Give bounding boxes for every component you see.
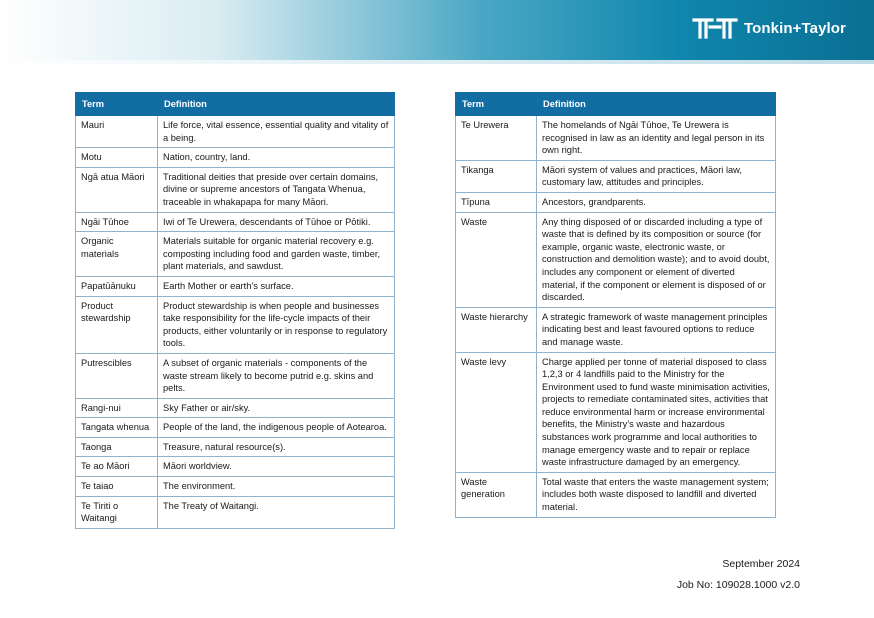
definition-cell: Sky Father or air/sky. (158, 398, 395, 418)
definition-cell: Iwi of Te Urewera, descendants of Tūhoe or Pōtiki. (158, 212, 395, 232)
table-row (76, 477, 395, 497)
table-row (456, 192, 776, 212)
brand-name: Tonkin+Taylor (743, 19, 846, 37)
term-cell: Taonga (76, 437, 158, 457)
term-cell: Ngā atua Māori (76, 167, 158, 212)
term-cell: Waste generation (456, 472, 537, 517)
glossary-table-left (75, 92, 395, 529)
table-row (456, 352, 776, 472)
definition-cell: Māori system of values and practices, Māori law, customary law, attitudes and principles. (537, 160, 776, 192)
term-cell: Ngāi Tūhoe (76, 212, 158, 232)
table-row (76, 296, 395, 353)
table-row (76, 167, 395, 212)
definition-cell: The Treaty of Waitangi. (158, 496, 395, 528)
definition-cell: Māori worldview. (158, 457, 395, 477)
definition-cell: Materials suitable for organic material recovery e.g. composting including food and garden waste, timber, plant materials, and sawdust. (158, 232, 395, 277)
definition-cell: People of the land, the indigenous people of Aotearoa. (158, 418, 395, 438)
footer-job-number: Job No: 109028.1000 v2.0 (676, 579, 800, 591)
term-cell: Tikanga (456, 160, 537, 192)
column-header-term: Term (456, 93, 537, 116)
definition-cell: Ancestors, grandparents. (537, 192, 776, 212)
table-row (456, 160, 776, 192)
term-cell: Tīpuna (456, 192, 537, 212)
definition-cell: Product stewardship is when people and businesses take responsibility for the life-cycle impacts of their products, either voluntarily or in response to regulatory tools. (158, 296, 395, 353)
glossary-body-right (456, 116, 776, 518)
company-logo (692, 15, 846, 41)
definition-cell: Treasure, natural resource(s). (158, 437, 395, 457)
definition-cell: The environment. (158, 477, 395, 497)
header-rule (0, 60, 874, 64)
table-row (76, 418, 395, 438)
term-cell: Waste (456, 212, 537, 307)
definition-cell: Charge applied per tonne of material disposed to class 1,2,3 or 4 landfills paid to the Ministry for the Environment used to fund waste minimisation activities, projects to remediate contaminated sites, activities that reduce environmental harm or increase environmental benefits, the Ministry’s waste and hazardous substances work programme and local authorities to manage emergency waste and to repair or replace waste infrastructure damaged by an emergency. (537, 352, 776, 472)
term-cell: Te Urewera (456, 116, 537, 161)
term-cell: Motu (76, 148, 158, 168)
term-cell: Tangata whenua (76, 418, 158, 438)
table-row (76, 398, 395, 418)
definition-cell: Traditional deities that preside over certain domains, divine or supreme ancestors of Tangata Whenua, traceable in whakapapa for many Māori. (158, 167, 395, 212)
table-header-row (76, 93, 395, 116)
glossary-body-left (76, 116, 395, 529)
definition-cell: Life force, vital essence, essential quality and vitality of a being. (158, 116, 395, 148)
tt-logo-icon (692, 17, 738, 39)
table-row (456, 307, 776, 352)
definition-cell: Total waste that enters the waste management system; includes both waste disposed to landfill and diverted material. (537, 472, 776, 517)
definition-cell: Earth Mother or earth’s surface. (158, 276, 395, 296)
column-header-term: Term (76, 93, 158, 116)
table-row (76, 276, 395, 296)
definition-cell: Any thing disposed of or discarded including a type of waste that is defined by its composition or source (for example, organic waste, electronic waste, or construction and demolition waste); and to avoid doubt, includes any component or element of diverted material, if the component or element is disposed of or discarded. (537, 212, 776, 307)
term-cell: Mauri (76, 116, 158, 148)
glossary-table-right (455, 92, 776, 518)
definition-cell: A strategic framework of waste management principles indicating best and least favoured options to reduce and manage waste. (537, 307, 776, 352)
definition-cell: A subset of organic materials - components of the waste stream likely to become putrid e.g. skins and pelts. (158, 353, 395, 398)
table-row (456, 116, 776, 161)
term-cell: Waste hierarchy (456, 307, 537, 352)
table-row (76, 457, 395, 477)
table-row (76, 148, 395, 168)
term-cell: Papatūānuku (76, 276, 158, 296)
definition-cell: The homelands of Ngāi Tūhoe, Te Urewera is recognised in law as an identity and legal person in its own right. (537, 116, 776, 161)
table-header-row (456, 93, 776, 116)
table-row (76, 212, 395, 232)
column-header-definition: Definition (158, 93, 395, 116)
term-cell: Waste levy (456, 352, 537, 472)
table-row (76, 116, 395, 148)
table-row (456, 472, 776, 517)
term-cell: Te ao Māori (76, 457, 158, 477)
table-row (76, 232, 395, 277)
table-row (76, 496, 395, 528)
footer-date: September 2024 (722, 558, 800, 570)
column-header-definition: Definition (537, 93, 776, 116)
term-cell: Rangi-nui (76, 398, 158, 418)
term-cell: Putrescibles (76, 353, 158, 398)
term-cell: Te Tiriti o Waitangi (76, 496, 158, 528)
table-row (76, 353, 395, 398)
term-cell: Te taiao (76, 477, 158, 497)
table-row (76, 437, 395, 457)
term-cell: Organic materials (76, 232, 158, 277)
term-cell: Product stewardship (76, 296, 158, 353)
table-row (456, 212, 776, 307)
definition-cell: Nation, country, land. (158, 148, 395, 168)
